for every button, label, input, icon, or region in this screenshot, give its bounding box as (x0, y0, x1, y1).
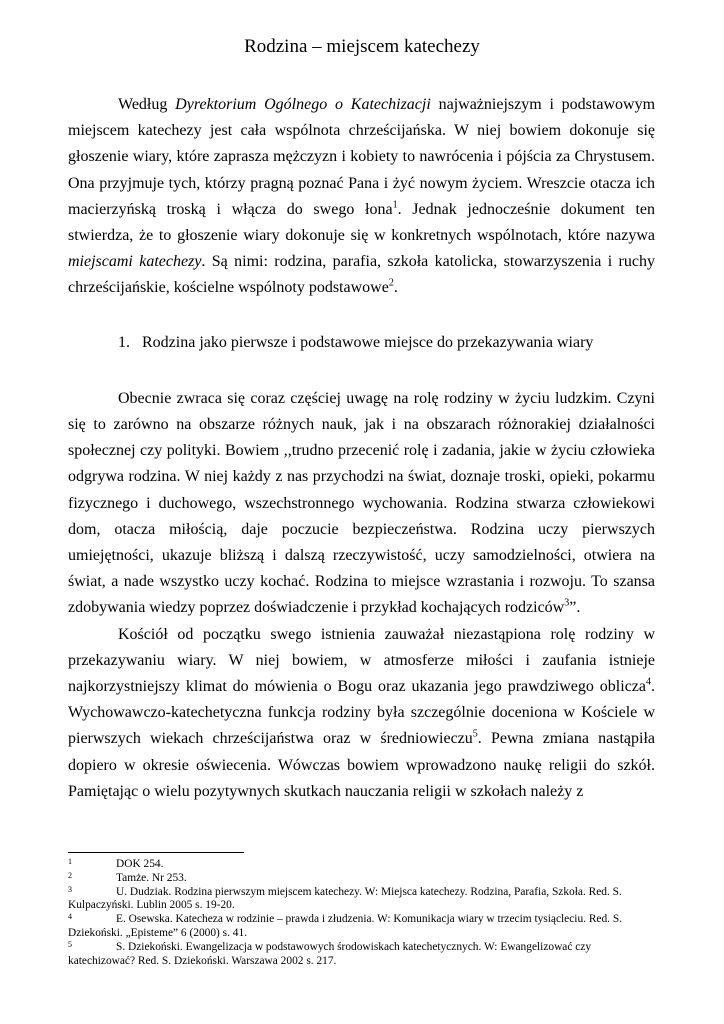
section-heading (68, 330, 655, 356)
footnote-mark: 1 (68, 857, 72, 866)
text-run: Kościół od początku swego istnienia zauważał niezastąpiona rolę rodziny w przekazywaniu wiary. W niej bowiem, w atmosferze miłości i zaufania istnieje najkorzystniejszy klimat do mówienia o Bogu oraz ukazania jego prawdziwego oblicza (68, 625, 655, 696)
footnote (68, 858, 655, 872)
footnotes (68, 858, 655, 968)
text-run: najważniejszym i podstawowym miejscem katechezy jest cała wspólnota chrześcijańska. W niej bowiem dokonuje się głoszenie wiary, które zaprasza mężczyzn i kobiety to nawrócenia i pójścia za Chrystusem. Ona przyjmuje tych, którzy pragną poznać Pana i żyć nowym życiem. Wreszcie otacza ich macierzyńską troską i włącza do swego łona (68, 96, 656, 218)
document-body (68, 92, 655, 805)
text-run: ”. (569, 599, 581, 617)
footnote-text: Tamże. Nr 253. (116, 871, 187, 884)
footnote-separator (68, 852, 244, 853)
footnote (68, 913, 655, 941)
page-title: Rodzina – miejscem katechezy (244, 36, 480, 57)
text-run: . Wychowawczo-katechetyczna funkcja rodziny była szczególnie doceniona w Kościele w pierwszych wiekach chrześcijaństwa oraz w średniowieczu (68, 678, 655, 748)
footnote-mark: 2 (68, 870, 72, 880)
text-run: . Jednak jednocześnie dokument ten stwierdza, że to głoszenie wiary dokonuje się w konkretnych wspólnotach, które nazywa (68, 200, 655, 245)
footnote-ref[interactable]: 1 (392, 199, 398, 211)
text-run: . Pewna zmiana nastąpiła dopiero w okresie oświecenia. Wówczas bowiem wprowadzono naukę religii do szkół. Pamiętając o wielu pozytywnych skutkach nauczania religii w szkołach należy z (68, 730, 656, 800)
footnote (68, 872, 655, 886)
footnote-ref[interactable]: 3 (564, 598, 570, 610)
footnote-ref[interactable]: 2 (388, 278, 394, 290)
footnote-ref[interactable]: 4 (646, 676, 651, 688)
footnote-text: E. Osewska. Katecheza w rodzinie – prawda i złudzenia. W: Komunikacja wiary w trzecim tysiącleciu. Red. S. Dziekoński. „Episteme” 6 (2000) s. 41. (68, 913, 623, 939)
footnote-mark: 4 (68, 912, 72, 922)
footnote (68, 941, 655, 969)
paragraph-church-family (68, 622, 655, 805)
italic-title: Dyrektorium Ogólnego o Katechizacji (175, 96, 431, 113)
paragraph-intro (68, 92, 655, 302)
text-run: Według (118, 96, 176, 113)
section-number: 1. (118, 333, 130, 351)
footnote (68, 886, 655, 914)
footnote-mark: 3 (68, 884, 72, 894)
footnote-ref[interactable]: 5 (472, 729, 478, 741)
paragraph-family-role (68, 386, 655, 622)
text-run: . (393, 279, 398, 297)
footnote-mark: 5 (68, 939, 72, 949)
section-heading-text: Rodzina jako pierwsze i podstawowe miejsce do przekazywania wiary (142, 333, 594, 351)
text-run: Obecnie zwraca się coraz częściej uwagę na rolę rodziny w życiu ludzkim. Czyni się to zarówno na obszarze różnych nauk, jak i na obszarach różnorakiej działalności społecznej czy polityki. Bowiem ,,trudno przecenić rolę i zadania, jakie w życiu człowieka odgrywa rodzina. W niej każdy z nas przychodzi na świat, doznaje troski, opieki, pokarmu fizycznego i duchowego, wszechstronnego wychowania. Rodzina stwarza człowiekowi dom, otacza miłością, daje poczucie bezpieczeństwa. Rodzina uczy pierwszych umiejętności, ukazuje bliższą i dalszą rzeczywistość, uczy samodzielności, otwiera na świat, a nade wszystko uczy kochać. Rodzina to miejsce wzrastania i rozwoju. To szansa zdobywania wiedzy poprzez doświadczenie i przykład kochających rodziców (68, 389, 655, 617)
italic-term: miejscami katechezy (68, 253, 202, 271)
footnote-text: U. Dudziak. Rodzina pierwszym miejscem katechezy. W: Miejsca katechezy. Rodzina, Parafia, Szkoła. Red. S. Kulpaczyński. Lublin 2005 s. 19-20. (68, 885, 622, 912)
footnote-text: S. Dziekoński. Ewangelizacja w podstawowych środowiskach katechetycznych. W: Ewangelizować czy katechizować? Red. S. Dziekoński. Warszawa 2002 s. 217. (68, 940, 592, 967)
footnote-text: DOK 254. (116, 858, 164, 870)
text-run: . Są nimi: rodzina, parafia, szkoła katolicka, stowarzyszenia i ruchy chrześcijańskie, kościelne wspólnoty podstawowe (68, 253, 655, 297)
